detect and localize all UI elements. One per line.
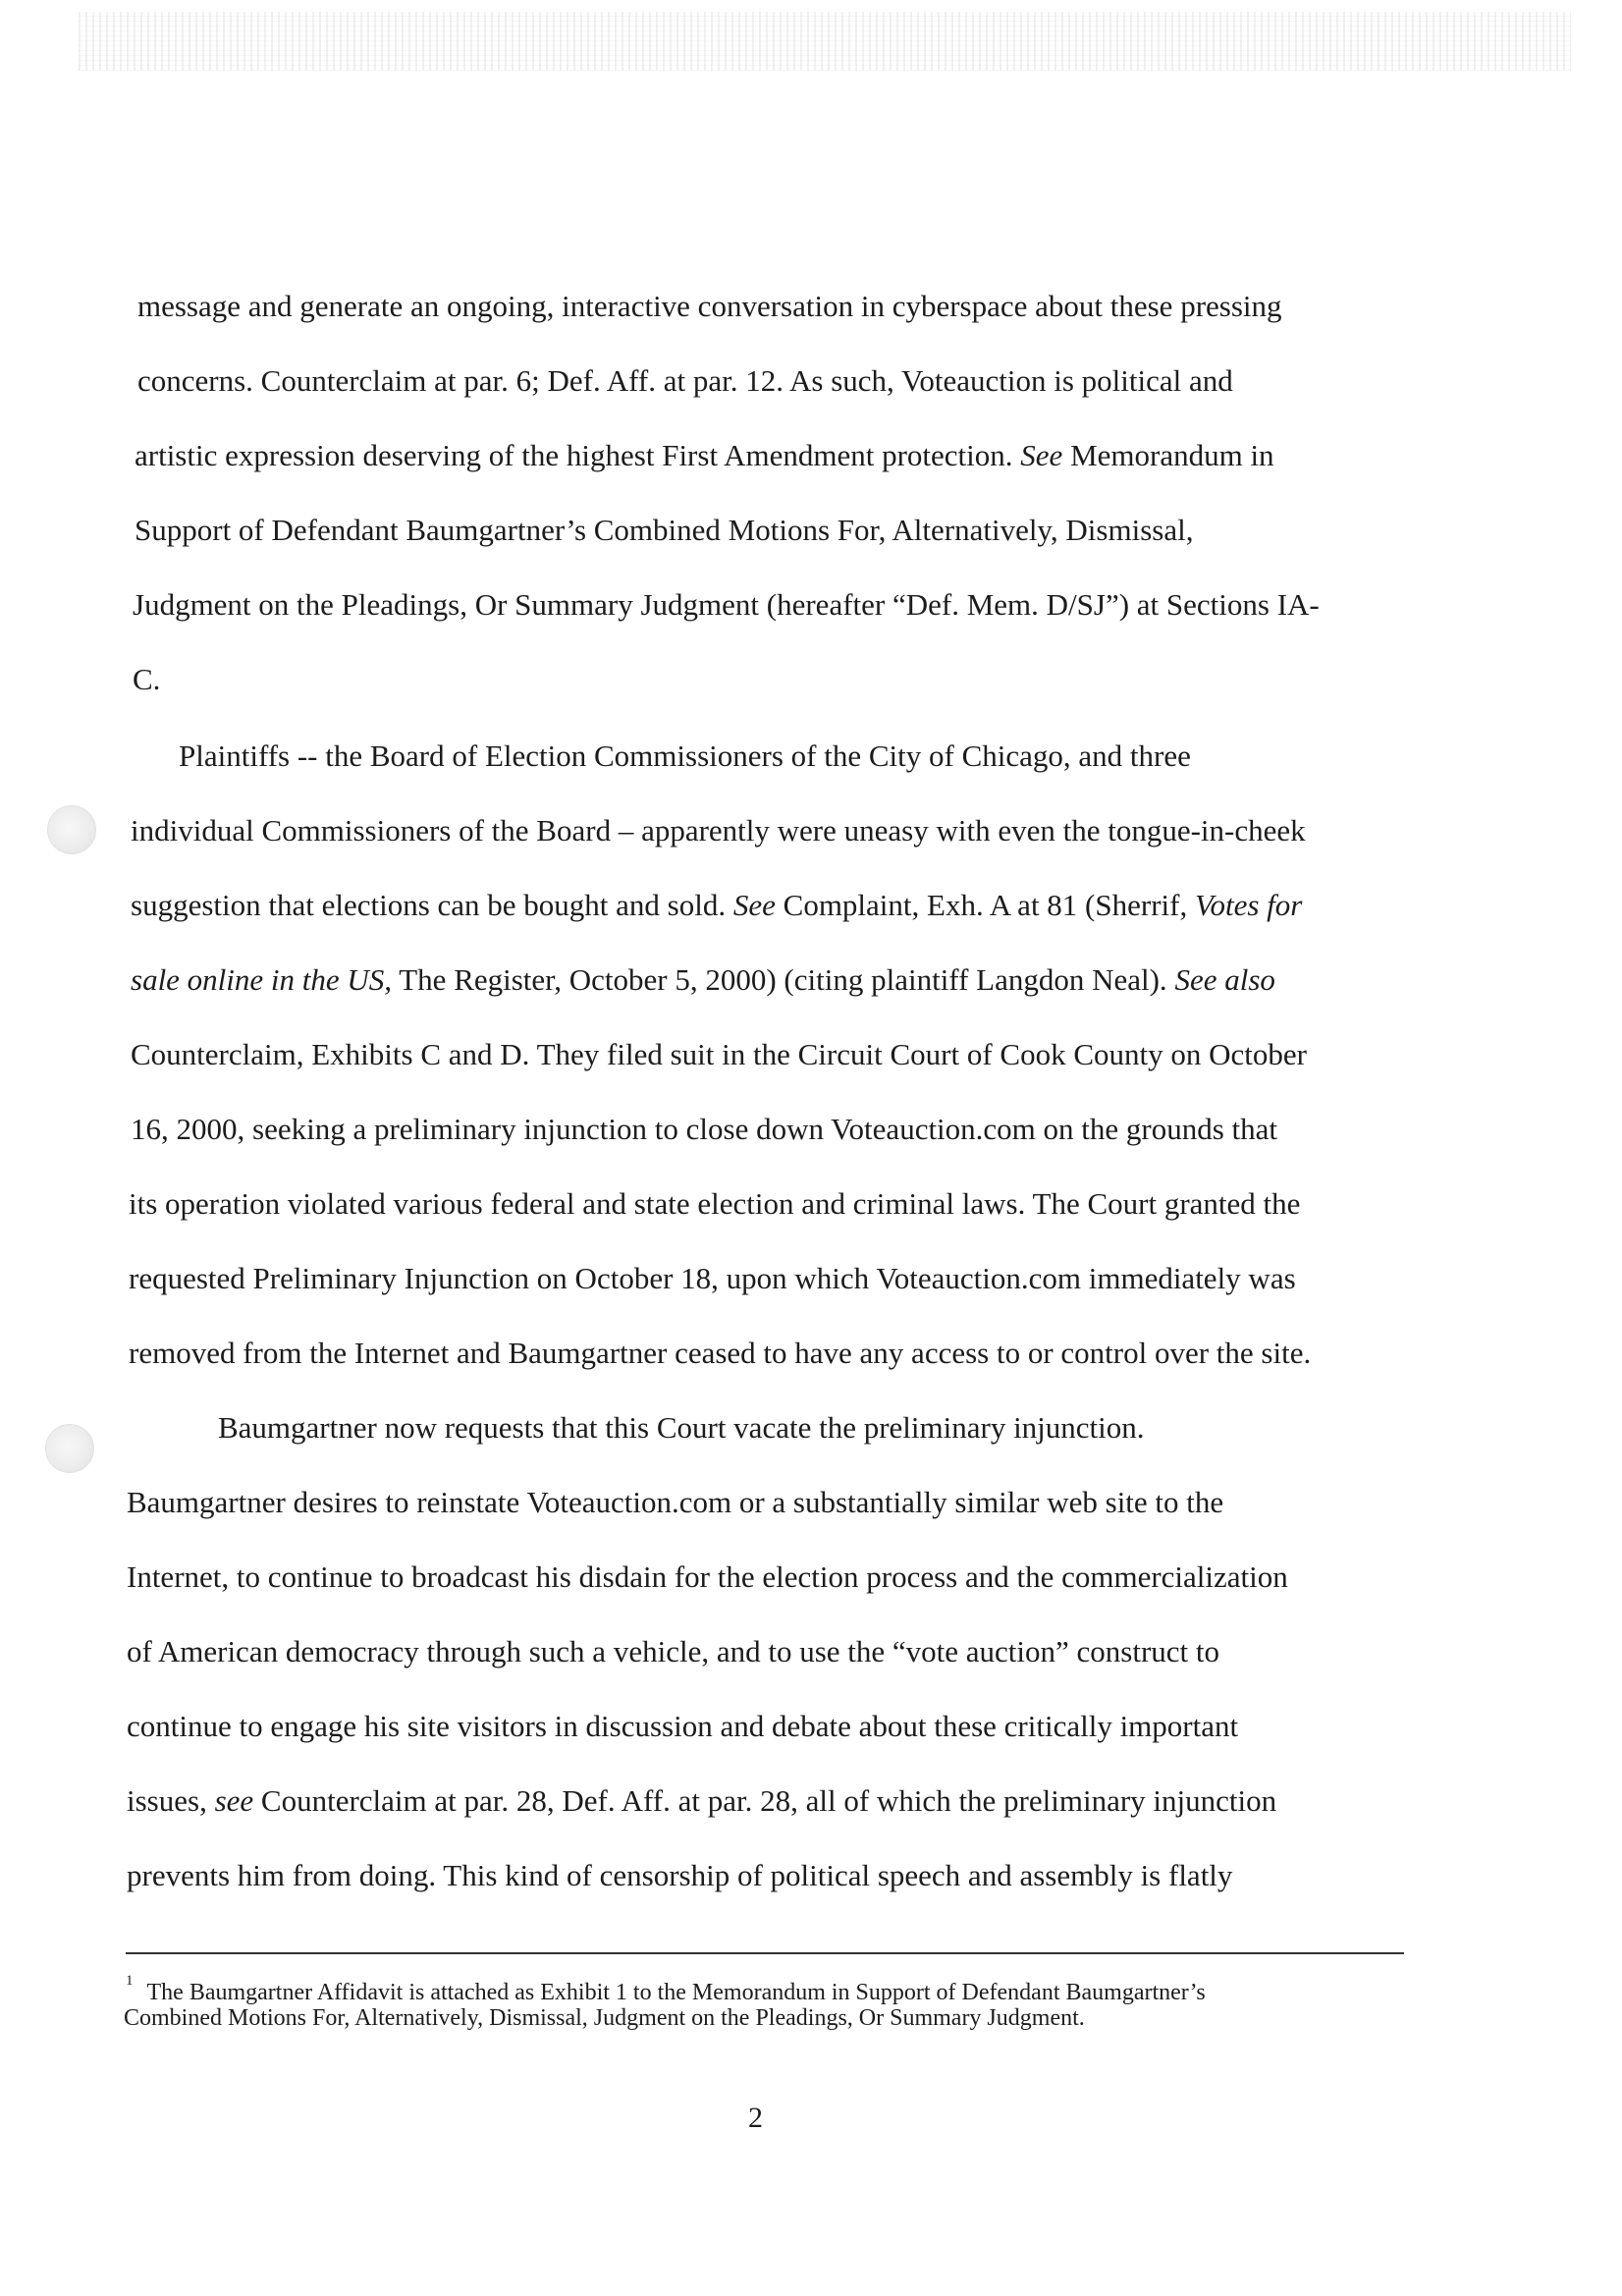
page-number: 2 — [748, 2102, 763, 2134]
footnote-line: Combined Motions For, Alternatively, Dismissal, Judgment on the Pleadings, Or Summary Judgment. — [124, 2005, 1085, 2031]
footnote-marker: 1 — [126, 1973, 134, 1989]
body-text: suggestion that elections can be bought and sold. — [131, 888, 727, 922]
punch-hole-mark — [47, 805, 96, 854]
body-line: its operation violated various federal and state election and criminal laws. The Court granted the — [129, 1186, 1301, 1221]
body-line: individual Commissioners of the Board – apparently were uneasy with even the tongue-in-cheek — [131, 813, 1306, 847]
body-text: issues, — [127, 1783, 207, 1818]
signal-see-also: See also — [1174, 962, 1275, 997]
signal-see: See — [732, 888, 776, 922]
punch-hole-mark — [45, 1424, 94, 1473]
body-line: Internet, to continue to broadcast his disdain for the election process and the commercialization — [127, 1559, 1288, 1594]
body-line: Baumgartner now requests that this Court vacate the preliminary injunction. — [218, 1410, 1145, 1445]
body-line: Support of Defendant Baumgartner’s Combined Motions For, Alternatively, Dismissal, — [135, 513, 1194, 547]
body-line — [131, 960, 1275, 1000]
body-text: The Register, October 5, 2000) (citing plaintiff Langdon Neal). — [399, 962, 1167, 997]
body-line: C. — [133, 662, 161, 696]
body-line: prevents him from doing. This kind of censorship of political speech and assembly is flatly — [127, 1858, 1233, 1892]
article-title: Votes for — [1194, 888, 1303, 922]
footnote-text: The Baumgartner Affidavit is attached as Exhibit 1 to the Memorandum in Support of Defendant Baumgartner’s — [146, 1980, 1206, 2005]
footnote-separator — [126, 1952, 1404, 1954]
body-line: requested Preliminary Injunction on October 18, upon which Voteauction.com immediately was — [129, 1261, 1296, 1295]
article-title: sale online in the US, — [131, 962, 393, 997]
signal-see: See — [1020, 438, 1063, 472]
body-line — [135, 436, 1274, 475]
scan-artifact-top — [79, 12, 1571, 71]
body-line: message and generate an ongoing, interactive conversation in cyberspace about these pressing — [137, 289, 1282, 323]
footnote-line — [126, 1972, 1206, 2007]
body-line: of American democracy through such a vehicle, and to use the “vote auction” construct to — [127, 1634, 1220, 1668]
body-line: Counterclaim, Exhibits C and D. They filed suit in the Circuit Court of Cook County on October — [131, 1037, 1307, 1071]
body-line: Judgment on the Pleadings, Or Summary Judgment (hereafter “Def. Mem. D/SJ”) at Sections IA- — [133, 587, 1320, 622]
body-line: Baumgartner desires to reinstate Voteauction.com or a substantially similar web site to the — [127, 1485, 1224, 1519]
body-text: Counterclaim at par. 28, Def. Aff. at par. 28, all of which the preliminary injunction — [260, 1783, 1277, 1818]
body-text: artistic expression deserving of the highest First Amendment protection. — [135, 438, 1013, 472]
signal-see: see — [214, 1783, 254, 1818]
body-text: Complaint, Exh. A at 81 (Sherrif, — [783, 888, 1188, 922]
body-line: concerns. Counterclaim at par. 6; Def. Aff. at par. 12. As such, Voteauction is political and — [137, 363, 1233, 398]
body-line — [131, 886, 1302, 925]
body-line: Plaintiffs -- the Board of Election Commissioners of the City of Chicago, and three — [179, 738, 1191, 773]
body-line — [127, 1781, 1276, 1821]
body-line: removed from the Internet and Baumgartner ceased to have any access to or control over the site. — [129, 1336, 1312, 1370]
body-line: 16, 2000, seeking a preliminary injunction to close down Voteauction.com on the grounds that — [131, 1112, 1278, 1146]
body-line: continue to engage his site visitors in discussion and debate about these critically important — [127, 1709, 1239, 1743]
body-text: Memorandum in — [1070, 438, 1274, 472]
